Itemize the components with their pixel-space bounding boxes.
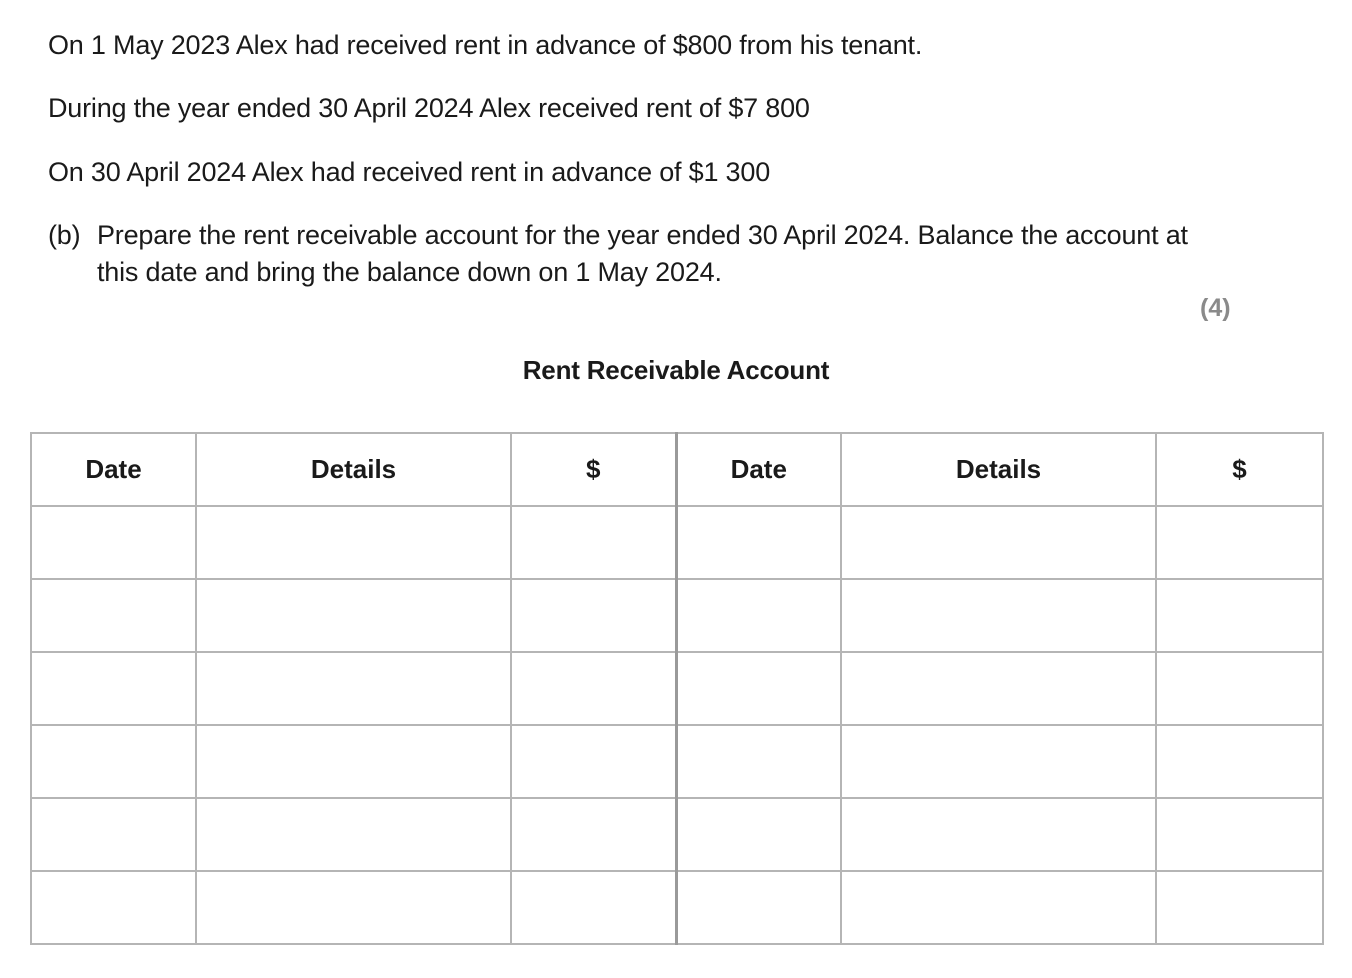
credit-date-cell[interactable] <box>676 871 841 944</box>
credit-details-cell[interactable] <box>841 871 1156 944</box>
credit-amount-cell[interactable] <box>1156 725 1323 798</box>
credit-date-header: Date <box>676 433 841 506</box>
credit-date-cell[interactable] <box>676 579 841 652</box>
debit-date-cell[interactable] <box>31 871 196 944</box>
debit-date-cell[interactable] <box>31 652 196 725</box>
ledger-row <box>31 798 1323 871</box>
ledger-row <box>31 579 1323 652</box>
credit-amount-cell[interactable] <box>1156 506 1323 579</box>
debit-date-cell[interactable] <box>31 506 196 579</box>
credit-details-cell[interactable] <box>841 652 1156 725</box>
rent-received-text: During the year ended 30 April 2024 Alex received rent of $7 800 <box>48 93 810 123</box>
debit-amount-cell[interactable] <box>511 579 676 652</box>
marks-allocation: (4) <box>1200 294 1231 322</box>
debit-date-header: Date <box>31 433 196 506</box>
credit-date-cell[interactable] <box>676 652 841 725</box>
debit-details-header: Details <box>196 433 511 506</box>
ledger-row <box>31 725 1323 798</box>
debit-amount-cell[interactable] <box>511 871 676 944</box>
debit-details-cell[interactable] <box>196 871 511 944</box>
debit-details-cell[interactable] <box>196 798 511 871</box>
credit-details-cell[interactable] <box>841 506 1156 579</box>
debit-details-cell[interactable] <box>196 506 511 579</box>
debit-amount-cell[interactable] <box>511 798 676 871</box>
ledger-header-row <box>31 433 1323 506</box>
credit-amount-cell[interactable] <box>1156 579 1323 652</box>
debit-details-cell[interactable] <box>196 725 511 798</box>
credit-date-cell[interactable] <box>676 506 841 579</box>
credit-details-cell[interactable] <box>841 579 1156 652</box>
debit-date-cell[interactable] <box>31 725 196 798</box>
rent-in-advance-opening-text: On 1 May 2023 Alex had received rent in advance of $800 from his tenant. <box>48 30 923 60</box>
debit-amount-cell[interactable] <box>511 506 676 579</box>
credit-details-header: Details <box>841 433 1156 506</box>
debit-date-cell[interactable] <box>31 579 196 652</box>
rent-receivable-ledger <box>30 432 1324 945</box>
debit-amount-cell[interactable] <box>511 652 676 725</box>
ledger-body <box>31 506 1323 944</box>
credit-amount-cell[interactable] <box>1156 798 1323 871</box>
rent-in-advance-closing-text: On 30 April 2024 Alex had received rent in advance of $1 300 <box>48 157 771 187</box>
account-title: Rent Receivable Account <box>522 355 830 385</box>
debit-details-cell[interactable] <box>196 579 511 652</box>
credit-amount-header: $ <box>1156 433 1323 506</box>
credit-date-cell[interactable] <box>676 798 841 871</box>
debit-details-cell[interactable] <box>196 652 511 725</box>
credit-amount-cell[interactable] <box>1156 871 1323 944</box>
ledger-row <box>31 871 1323 944</box>
ledger-row <box>31 506 1323 579</box>
question-text: Prepare the rent receivable account for the year ended 30 April 2024. Balance the account at this date and bring the balance down on 1 May 2024. <box>97 220 1188 287</box>
credit-details-cell[interactable] <box>841 725 1156 798</box>
ledger-row <box>31 652 1323 725</box>
credit-details-cell[interactable] <box>841 798 1156 871</box>
debit-date-cell[interactable] <box>31 798 196 871</box>
debit-amount-header: $ <box>511 433 676 506</box>
credit-amount-cell[interactable] <box>1156 652 1323 725</box>
debit-amount-cell[interactable] <box>511 725 676 798</box>
credit-date-cell[interactable] <box>676 725 841 798</box>
question-letter: (b) <box>48 220 81 250</box>
